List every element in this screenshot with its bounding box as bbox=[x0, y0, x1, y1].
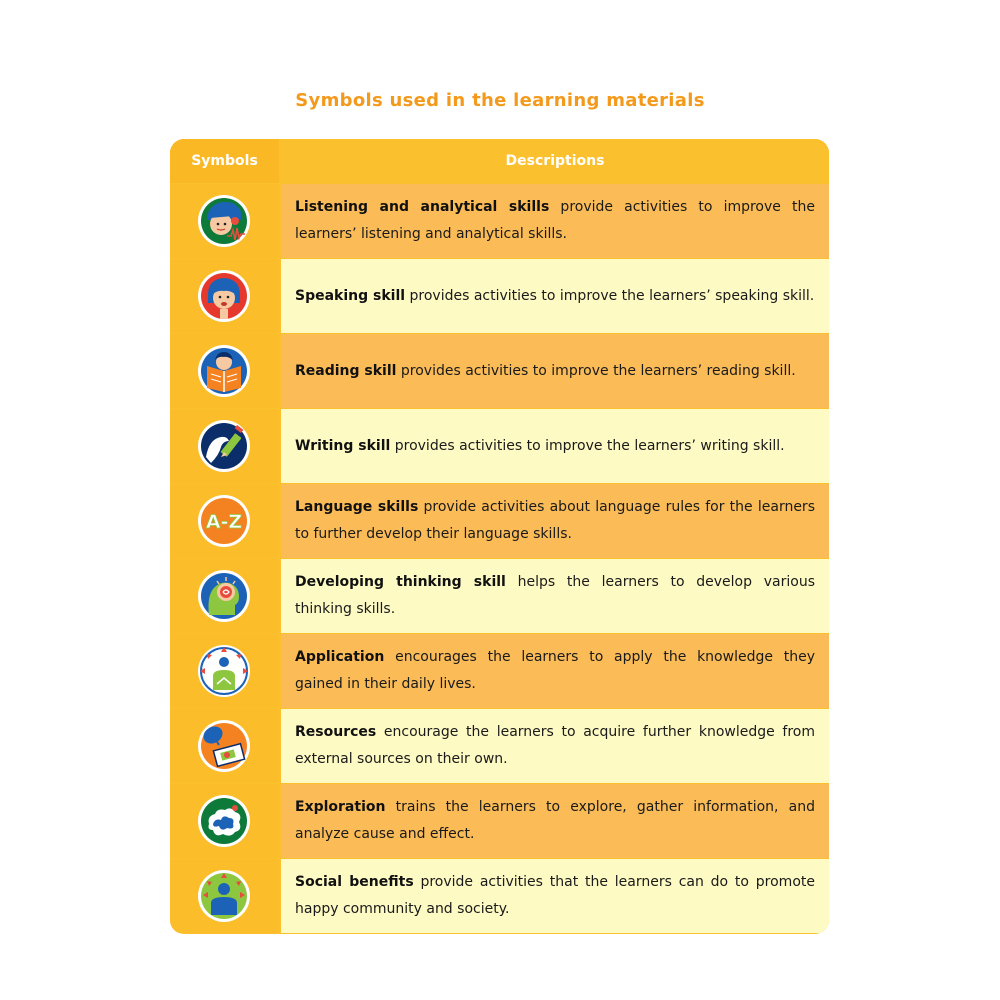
skill-term: Application bbox=[295, 649, 385, 665]
application-icon bbox=[197, 644, 251, 698]
social-icon bbox=[197, 869, 251, 923]
writing-icon bbox=[197, 419, 251, 473]
header-symbols: Symbols bbox=[170, 139, 279, 183]
symbol-cell bbox=[170, 334, 279, 408]
page-title: Symbols used in the learning materials bbox=[295, 90, 705, 111]
description-cell bbox=[281, 859, 829, 933]
symbol-cell bbox=[170, 184, 279, 258]
skill-description: provide activities to improve the learners’ listening and analytical skills. bbox=[295, 199, 815, 242]
skill-description: provides activities to improve the learners’ writing skill. bbox=[390, 437, 785, 454]
description-cell bbox=[281, 184, 829, 258]
skill-description: provides activities to improve the learners’ speaking skill. bbox=[405, 287, 815, 304]
reading-icon bbox=[197, 344, 251, 398]
description-cell bbox=[281, 259, 829, 333]
skill-term: Reading skill bbox=[295, 362, 397, 379]
description-cell bbox=[281, 484, 829, 558]
description-cell bbox=[281, 334, 829, 408]
header-descriptions: Descriptions bbox=[281, 139, 829, 183]
table-row bbox=[170, 184, 829, 258]
skill-term: Speaking skill bbox=[295, 287, 406, 304]
table-row bbox=[170, 409, 829, 483]
exploration-icon bbox=[197, 794, 251, 848]
language-icon bbox=[197, 494, 251, 548]
skill-term: Language skills bbox=[295, 499, 419, 515]
resources-icon bbox=[197, 719, 251, 773]
table-row bbox=[170, 559, 829, 633]
skill-term: Exploration bbox=[295, 799, 386, 815]
table-row bbox=[170, 784, 829, 858]
skill-description: provide activities that the learners can do to promote happy community and society. bbox=[295, 874, 815, 917]
symbol-cell bbox=[170, 409, 279, 483]
skill-term: Resources bbox=[295, 724, 377, 740]
skill-description: encourage the learners to acquire further knowledge from external sources on their own. bbox=[295, 724, 815, 767]
table-row bbox=[170, 334, 829, 408]
symbols-table bbox=[170, 139, 829, 934]
symbol-cell bbox=[170, 709, 279, 783]
symbol-cell bbox=[170, 559, 279, 633]
description-cell bbox=[281, 634, 829, 708]
skill-term: Social benefits bbox=[295, 874, 414, 890]
table-row bbox=[170, 259, 829, 333]
listening-icon bbox=[197, 194, 251, 248]
symbol-cell bbox=[170, 484, 279, 558]
symbol-cell bbox=[170, 784, 279, 858]
symbol-cell bbox=[170, 859, 279, 933]
skill-description: provides activities to improve the learners’ reading skill. bbox=[396, 362, 796, 379]
skill-description: provide activities about language rules for the learners to further develop their language skills. bbox=[295, 499, 815, 542]
table-row bbox=[170, 859, 829, 933]
table-row bbox=[170, 484, 829, 558]
description-cell bbox=[281, 709, 829, 783]
speaking-icon bbox=[197, 269, 251, 323]
description-cell bbox=[281, 559, 829, 633]
skill-description: helps the learners to develop various thinking skills. bbox=[295, 574, 815, 617]
skill-term: Developing thinking skill bbox=[295, 574, 506, 590]
symbol-cell bbox=[170, 634, 279, 708]
table-row bbox=[170, 709, 829, 783]
skill-term: Listening and analytical skills bbox=[295, 199, 550, 215]
description-cell bbox=[281, 784, 829, 858]
skill-description: encourages the learners to apply the knowledge they gained in their daily lives. bbox=[295, 649, 815, 692]
skill-term: Writing skill bbox=[295, 437, 391, 454]
table-row bbox=[170, 634, 829, 708]
thinking-icon bbox=[197, 569, 251, 623]
language-icon-label: A-Z bbox=[205, 511, 243, 533]
table-header bbox=[170, 139, 829, 183]
symbol-cell bbox=[170, 259, 279, 333]
description-cell bbox=[281, 409, 829, 483]
skill-description: trains the learners to explore, gather information, and analyze cause and effect. bbox=[295, 799, 815, 842]
